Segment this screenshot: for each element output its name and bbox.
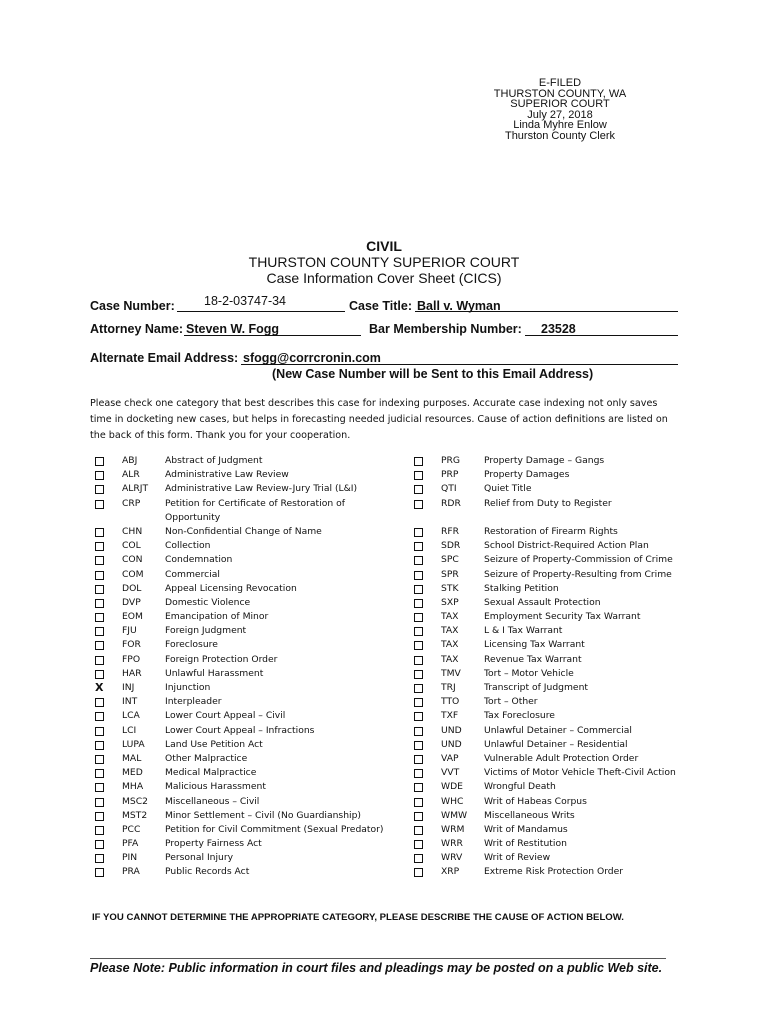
bar-number-field[interactable]: 23528 bbox=[541, 322, 576, 336]
category-code: DOL bbox=[122, 582, 142, 594]
empty-box-icon bbox=[414, 868, 423, 877]
case-title-field[interactable]: Ball v. Wyman bbox=[417, 299, 501, 313]
category-description: Emancipation of Minor bbox=[165, 611, 269, 623]
category-code: UND bbox=[441, 724, 462, 736]
empty-box-icon bbox=[414, 698, 423, 707]
category-code: COL bbox=[122, 540, 141, 552]
case-number-field[interactable]: 18-2-03747-34 bbox=[204, 294, 287, 308]
category-code: TXF bbox=[441, 710, 459, 722]
category-code: WHC bbox=[441, 795, 464, 807]
cause-of-action-instruction: IF YOU CANNOT DETERMINE THE APPROPRIATE CATEGORY, PLEASE DESCRIBE THE CAUSE OF ACTION BELOW. bbox=[92, 912, 624, 923]
category-description: Victims of Motor Vehicle Theft-Civil Action bbox=[484, 767, 676, 779]
category-code: MSC2 bbox=[122, 795, 149, 807]
category-description: Condemnation bbox=[165, 554, 233, 566]
category-description: Other Malpractice bbox=[165, 752, 248, 764]
category-description: Writ of Habeas Corpus bbox=[484, 795, 587, 807]
empty-box-icon bbox=[414, 684, 423, 693]
checkbox[interactable] bbox=[414, 865, 428, 881]
category-description: Tax Foreclosure bbox=[484, 710, 555, 722]
category-code: XRP bbox=[441, 866, 460, 878]
category-description: Abstract of Judgment bbox=[165, 455, 263, 466]
category-code: TTO bbox=[441, 696, 460, 708]
category-code: FOR bbox=[122, 639, 141, 651]
category-code: MAL bbox=[122, 752, 142, 764]
category-description: Malicious Harassment bbox=[165, 781, 266, 793]
category-code: INT bbox=[122, 696, 138, 708]
empty-box-icon bbox=[414, 528, 423, 537]
category-code: PRG bbox=[441, 455, 461, 466]
cause-of-action-line[interactable] bbox=[90, 958, 666, 959]
category-code: LCA bbox=[122, 710, 140, 722]
category-description: Restoration of Firearm Rights bbox=[484, 525, 618, 537]
empty-box-icon bbox=[414, 585, 423, 594]
category-code: SPC bbox=[441, 554, 459, 566]
category-description: Land Use Petition Act bbox=[165, 738, 263, 750]
category-code: CON bbox=[122, 554, 143, 566]
category-code: VVT bbox=[441, 767, 460, 779]
empty-box-icon bbox=[95, 769, 104, 778]
category-code: LCI bbox=[122, 724, 137, 736]
court-name: THURSTON COUNTY SUPERIOR COURT bbox=[248, 254, 520, 270]
category-code: PCC bbox=[122, 823, 141, 835]
empty-box-icon bbox=[95, 641, 104, 650]
empty-box-icon bbox=[414, 641, 423, 650]
category-description: School District-Required Action Plan bbox=[484, 540, 649, 552]
empty-box-icon bbox=[414, 755, 423, 764]
category-description: Writ of Mandamus bbox=[484, 823, 568, 835]
empty-box-icon bbox=[95, 840, 104, 849]
empty-box-icon bbox=[414, 571, 423, 580]
empty-box-icon bbox=[95, 868, 104, 877]
category-code: WRR bbox=[441, 838, 463, 850]
category-code: ABJ bbox=[122, 455, 138, 466]
empty-box-icon bbox=[414, 854, 423, 863]
empty-box-icon bbox=[414, 798, 423, 807]
category-description: Injunction bbox=[165, 682, 211, 694]
case-number-underline bbox=[177, 311, 345, 312]
category-description: Lower Court Appeal – Civil bbox=[165, 710, 286, 722]
empty-box-icon bbox=[414, 457, 423, 466]
empty-box-icon bbox=[414, 500, 423, 509]
category-code: ALRJT bbox=[122, 483, 149, 495]
bar-number-label: Bar Membership Number: bbox=[369, 322, 522, 336]
category-description: Petition for Certificate of Restoration of Opportunity bbox=[165, 497, 345, 523]
category-description: Seizure of Property-Resulting from Crime bbox=[484, 568, 672, 580]
stamp-line: July 27, 2018 bbox=[527, 108, 593, 121]
category-description: Foreign Judgment bbox=[165, 625, 247, 637]
empty-box-icon bbox=[95, 783, 104, 792]
form-title: Case Information Cover Sheet (CICS) bbox=[266, 270, 502, 286]
category-code: WRV bbox=[441, 852, 463, 864]
empty-box-icon bbox=[414, 656, 423, 665]
category-code: FJU bbox=[122, 625, 137, 637]
empty-box-icon bbox=[414, 812, 423, 821]
empty-box-icon bbox=[95, 755, 104, 764]
empty-box-icon bbox=[95, 854, 104, 863]
category-code: UND bbox=[441, 738, 462, 750]
empty-box-icon bbox=[414, 471, 423, 480]
empty-box-icon bbox=[414, 826, 423, 835]
empty-box-icon bbox=[95, 656, 104, 665]
category-code: WRM bbox=[441, 823, 465, 835]
category-code: TAX bbox=[441, 639, 459, 651]
category-description: Foreign Protection Order bbox=[165, 653, 278, 665]
empty-box-icon bbox=[414, 627, 423, 636]
category-code: SPR bbox=[441, 568, 459, 580]
category-description: Lower Court Appeal – Infractions bbox=[165, 724, 315, 736]
check-mark-icon: X bbox=[95, 681, 104, 695]
public-info-note: Please Note: Public information in court files and pleadings may be posted on a public Web site. bbox=[90, 961, 663, 975]
category-description: Stalking Petition bbox=[484, 582, 559, 594]
category-code: CRP bbox=[122, 497, 141, 509]
empty-box-icon bbox=[95, 571, 104, 580]
category-description: Revenue Tax Warrant bbox=[484, 653, 582, 665]
category-description: Transcript of Judgment bbox=[484, 682, 589, 694]
empty-box-icon bbox=[95, 500, 104, 509]
empty-box-icon bbox=[95, 826, 104, 835]
category-code: RFR bbox=[441, 525, 460, 537]
stamp-line: Thurston County Clerk bbox=[504, 129, 616, 142]
category-code: TAX bbox=[441, 625, 459, 637]
category-description: Wrongful Death bbox=[484, 781, 556, 793]
empty-box-icon bbox=[414, 712, 423, 721]
category-description: Miscellaneous – Civil bbox=[165, 795, 260, 807]
empty-box-icon bbox=[414, 783, 423, 792]
category-code: ALR bbox=[122, 469, 140, 481]
empty-box-icon bbox=[414, 556, 423, 565]
category-code: SDR bbox=[441, 540, 461, 552]
empty-box-icon bbox=[95, 798, 104, 807]
category-code: CHN bbox=[122, 525, 143, 537]
category-description: Tort – Other bbox=[484, 696, 538, 708]
category-description: Unlawful Harassment bbox=[165, 667, 264, 679]
empty-box-icon bbox=[95, 698, 104, 707]
empty-box-icon bbox=[95, 727, 104, 736]
instructions-paragraph: Please check one category that best describes this case for indexing purposes. Accurate case indexing not only saves time in docketing new cases, but helps in forecasting needed judicial resources. Cause of action definitions are listed on the back of this form. Thank you for your cooperation. bbox=[90, 398, 668, 441]
category-description: Commercial bbox=[165, 568, 220, 580]
empty-box-icon bbox=[414, 613, 423, 622]
empty-box-icon bbox=[414, 741, 423, 750]
empty-box-icon bbox=[414, 542, 423, 551]
stamp-line: THURSTON COUNTY, WA bbox=[493, 87, 627, 100]
category-description: Administrative Law Review bbox=[165, 469, 289, 481]
category-description: Interpleader bbox=[165, 696, 222, 708]
category-code: QTI bbox=[441, 483, 457, 495]
category-code: WMW bbox=[441, 809, 468, 821]
category-description: Personal Injury bbox=[165, 852, 234, 864]
category-description: Medical Malpractice bbox=[165, 767, 257, 779]
efiled-stamp bbox=[480, 78, 640, 141]
category-description: Extreme Risk Protection Order bbox=[484, 866, 624, 878]
empty-box-icon bbox=[95, 585, 104, 594]
category-description: Minor Settlement – Civil (No Guardianship) bbox=[165, 809, 362, 821]
category-description: Foreclosure bbox=[165, 639, 218, 651]
category-description: L & I Tax Warrant bbox=[484, 625, 563, 637]
category-code: SXP bbox=[441, 596, 459, 608]
email-notice: (New Case Number will be Sent to this Email Address) bbox=[272, 367, 594, 381]
category-description: Property Damage – Gangs bbox=[484, 455, 605, 466]
category-description: Employment Security Tax Warrant bbox=[484, 611, 641, 623]
category-code: FPO bbox=[122, 653, 141, 665]
checkbox[interactable] bbox=[414, 497, 428, 513]
category-description: Property Fairness Act bbox=[165, 838, 262, 850]
category-code: TRJ bbox=[441, 682, 456, 694]
empty-box-icon bbox=[95, 812, 104, 821]
category-code: VAP bbox=[441, 752, 459, 764]
category-code: PRP bbox=[441, 469, 459, 481]
category-description: Administrative Law Review-Jury Trial (L&I) bbox=[165, 483, 358, 495]
category-code: WDE bbox=[441, 781, 463, 793]
empty-box-icon bbox=[414, 727, 423, 736]
category-code: TAX bbox=[441, 611, 459, 623]
empty-box-icon bbox=[414, 840, 423, 849]
category-description: Appeal Licensing Revocation bbox=[165, 582, 297, 594]
category-code: TAX bbox=[441, 653, 459, 665]
category-description: Unlawful Detainer – Commercial bbox=[484, 724, 632, 736]
category-code: DVP bbox=[122, 596, 141, 608]
empty-box-icon bbox=[95, 542, 104, 551]
category-description: Sexual Assault Protection bbox=[484, 596, 601, 608]
category-code: TMV bbox=[441, 667, 461, 679]
category-description: Public Records Act bbox=[165, 866, 250, 878]
alt-email-field[interactable]: sfogg@corrcronin.com bbox=[243, 351, 381, 365]
category-code: COM bbox=[122, 568, 144, 580]
category-code: INJ bbox=[122, 682, 135, 694]
category-code: PIN bbox=[122, 852, 138, 864]
category-description: Quiet Title bbox=[484, 483, 532, 495]
category-description: Petition for Civil Commitment (Sexual Predator) bbox=[165, 823, 384, 835]
category-description: Relief from Duty to Register bbox=[484, 497, 612, 509]
empty-box-icon bbox=[95, 627, 104, 636]
checkbox[interactable] bbox=[95, 497, 109, 513]
form-category-heading: CIVIL bbox=[366, 238, 402, 254]
category-description: Collection bbox=[165, 540, 211, 552]
category-description: Miscellaneous Writs bbox=[484, 809, 575, 821]
stamp-line: E-FILED bbox=[538, 77, 582, 89]
category-code: RDR bbox=[441, 497, 461, 509]
stamp-line: SUPERIOR COURT bbox=[510, 98, 610, 110]
empty-box-icon bbox=[95, 712, 104, 721]
empty-box-icon bbox=[95, 741, 104, 750]
alt-email-label: Alternate Email Address: bbox=[90, 351, 239, 365]
checkbox-checked[interactable] bbox=[95, 681, 109, 695]
category-description: Tort – Motor Vehicle bbox=[484, 667, 574, 679]
category-description: Unlawful Detainer – Residential bbox=[484, 738, 628, 750]
empty-box-icon bbox=[414, 599, 423, 608]
category-description: Vulnerable Adult Protection Order bbox=[484, 752, 639, 764]
category-code: PRA bbox=[122, 866, 140, 878]
stamp-line: Linda Myhre Enlow bbox=[513, 119, 607, 131]
empty-box-icon bbox=[95, 471, 104, 480]
empty-box-icon bbox=[95, 670, 104, 679]
empty-box-icon bbox=[95, 485, 104, 494]
category-code: MHA bbox=[122, 781, 144, 793]
empty-box-icon bbox=[95, 599, 104, 608]
attorney-name-label: Attorney Name: bbox=[90, 322, 184, 336]
category-code: STK bbox=[441, 582, 459, 594]
attorney-name-field[interactable]: Steven W. Fogg bbox=[186, 322, 280, 336]
category-code: MST2 bbox=[122, 809, 148, 821]
category-description: Writ of Review bbox=[484, 852, 551, 864]
category-code: EOM bbox=[122, 611, 143, 623]
empty-box-icon bbox=[95, 613, 104, 622]
category-code: HAR bbox=[122, 667, 142, 679]
case-number-label: Case Number: bbox=[90, 299, 175, 313]
empty-box-icon bbox=[95, 457, 104, 466]
category-description: Property Damages bbox=[484, 469, 570, 481]
checkbox[interactable] bbox=[95, 865, 109, 881]
category-description: Licensing Tax Warrant bbox=[484, 639, 585, 651]
category-description: Writ of Restitution bbox=[484, 838, 567, 850]
empty-box-icon bbox=[414, 485, 423, 494]
category-code: PFA bbox=[122, 838, 139, 850]
category-description: Domestic Violence bbox=[165, 596, 251, 608]
category-description: Seizure of Property-Commission of Crime bbox=[484, 554, 673, 566]
empty-box-icon bbox=[95, 528, 104, 537]
category-code: MED bbox=[122, 767, 143, 779]
empty-box-icon bbox=[414, 769, 423, 778]
category-code: LUPA bbox=[122, 738, 145, 750]
category-description: Non-Confidential Change of Name bbox=[165, 525, 322, 537]
empty-box-icon bbox=[414, 670, 423, 679]
empty-box-icon bbox=[95, 556, 104, 565]
case-title-label: Case Title: bbox=[349, 299, 412, 313]
